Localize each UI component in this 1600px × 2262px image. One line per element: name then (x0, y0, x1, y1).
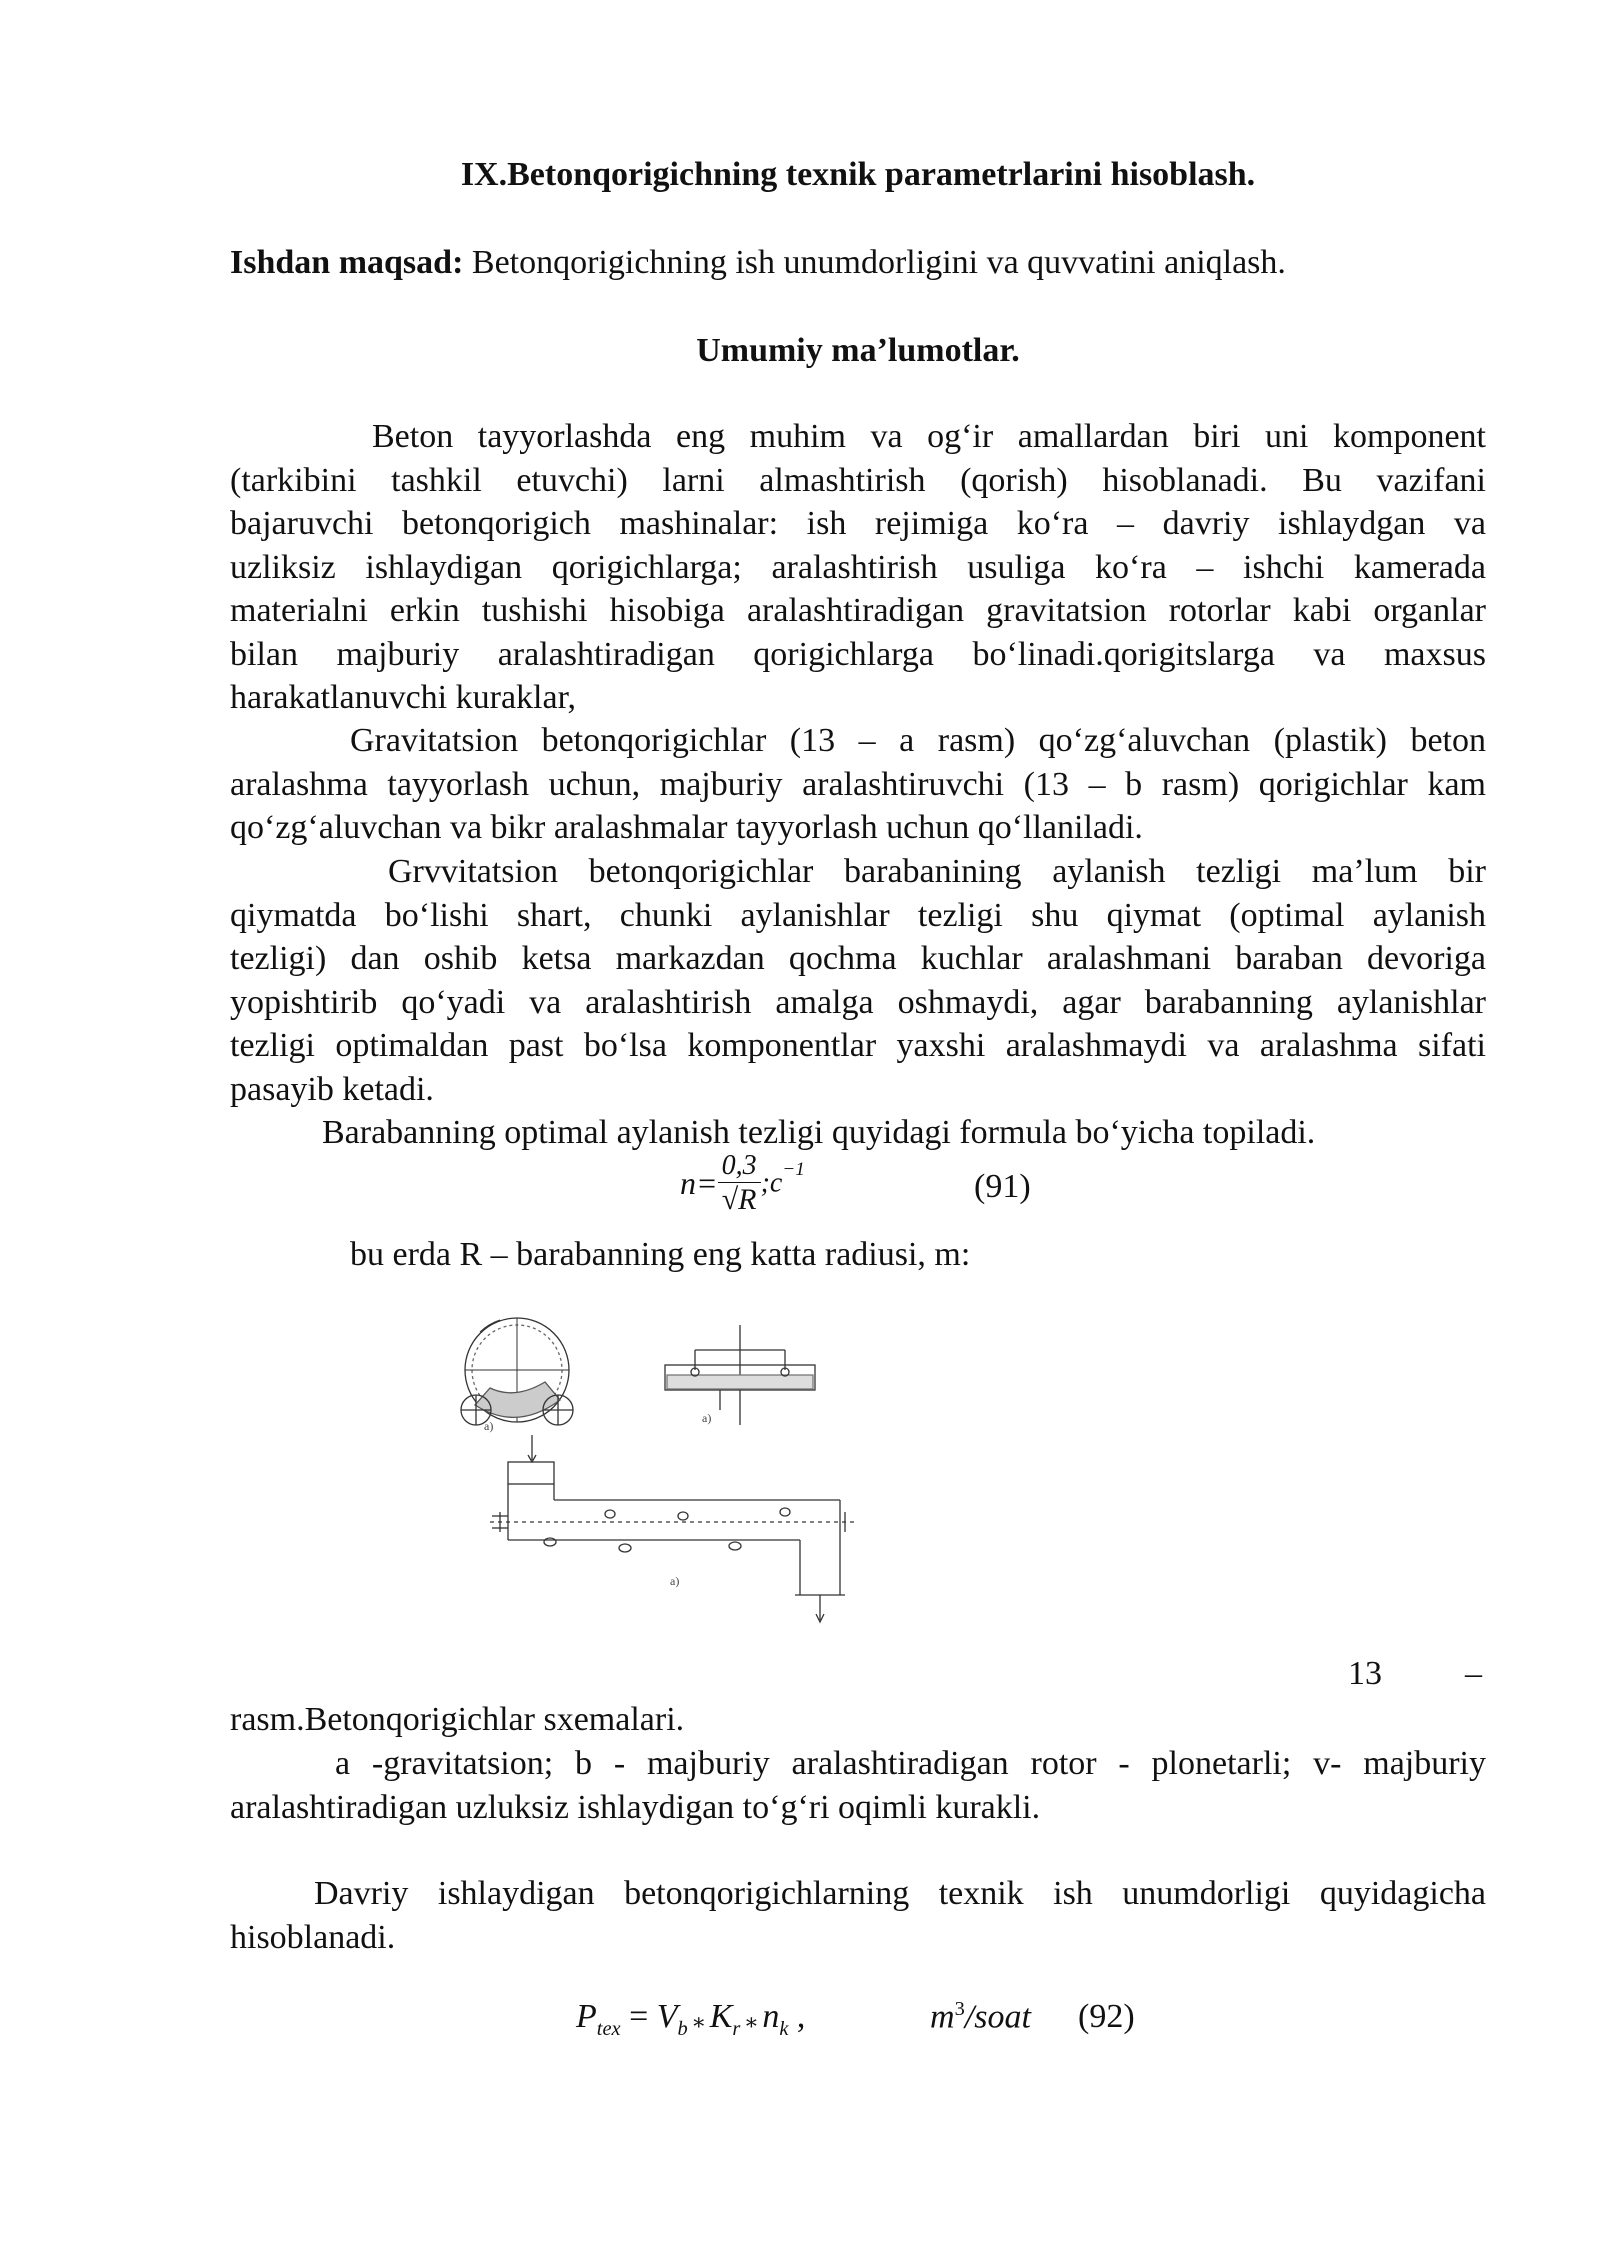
paragraph-line: Gravitatsion betonqorigichlar (13 – a rasm) qo‘zg‘aluvchan (plastik) beton (350, 722, 1486, 759)
paragraph-line: harakatlanuvchi kuraklar, (230, 679, 577, 716)
paragraph-line: hisoblanadi. (230, 1918, 396, 1956)
formula-n-sub: k (779, 2017, 789, 2040)
planetary-mixer-sketch (665, 1325, 815, 1425)
paragraph-line: pasayib ketadi. (230, 1070, 434, 1108)
paragraph-line: qo‘zg‘aluvchan va bikr aralashmalar tayyorlash uchun qo‘llaniladi. (230, 809, 1143, 846)
paragraph-line: bilan majburiy aralashtiradigan qorigichlarga bo‘linadi.qorigitslarga va maxsus (230, 635, 1486, 673)
formula-92-number: (92) (1078, 1998, 1135, 2035)
paragraph-1 (230, 415, 1486, 720)
paragraph-line: tezligi) dan oshib ketsa markazdan qochma kuchlar aralashmani baraban devoriga (230, 940, 1486, 977)
formula-92-unit (930, 1998, 1031, 2036)
paragraph-line: tezligi optimaldan past bo‘lsa komponentlar yaxshi aralashmaydi va aralashma sifati (230, 1027, 1486, 1064)
paragraph-line: Beton tayyorlashda eng muhim va og‘ir amallardan biri uni komponent (372, 418, 1486, 455)
formula-unit-exp: −1 (782, 1158, 805, 1180)
formula-K-sub: r (732, 2017, 741, 2040)
caption-number: 13 (1348, 1655, 1382, 1692)
paragraph-line: yopishtirib qo‘yadi va aralashtirish amalga oshmaydi, agar barabanning aylanishlar (230, 983, 1486, 1021)
paragraph-4: Barabanning optimal aylanish tezligi quyidagi formula bo‘yicha topiladi. (322, 1114, 1316, 1151)
caption-title: rasm.Betonqorigichlar sxemalari. (230, 1701, 685, 1738)
paragraph-line: Grvvitatsion betonqorigichlar barabanining aylanish tezligi ma’lum bir (388, 853, 1486, 890)
figure-label-a1: a) (484, 1419, 494, 1433)
paragraph-line: (tarkibini tashkil etuvchi) larni almashtirish (qorish) hisoblanadi. Bu vazifani (230, 461, 1486, 499)
formula-fraction (718, 1150, 761, 1217)
aim-line (230, 241, 1486, 285)
formula-denominator: √R (721, 1183, 757, 1216)
section-heading: Umumiy ma’lumotlar. (696, 332, 1020, 369)
formula-P-sub: tex (596, 2017, 621, 2040)
formula-unit-rest: /soat (964, 1998, 1031, 2036)
paragraph-line: bajaruvchi betonqorigich mashinalar: ish rejimiga ko‘ra – davriy ishlaydgan va (230, 505, 1486, 542)
gravity-mixer-sketch (461, 1318, 573, 1425)
paragraph-line: aralashma tayyorlash uchun, majburiy aralashtiruvchi (13 – b rasm) qorigichlar kam (230, 765, 1486, 803)
formula-comma: , (788, 1998, 806, 2035)
formula-P: P (576, 1998, 597, 2035)
concrete-mixer-schemes-figure (440, 1310, 900, 1650)
formula-unit-exp: 3 (954, 1998, 965, 2020)
caption-line: a -gravitatsion; b - majburiy aralashtiradigan rotor - plonetarli; v- majburiy (335, 1745, 1486, 1782)
formula-multiply: ⁎ (740, 2007, 763, 2032)
formula-numerator: 0,3 (718, 1150, 761, 1183)
paragraph-5 (230, 1872, 1486, 1959)
formula-V-sub: b (677, 2017, 688, 2040)
formula-K: K (709, 1998, 733, 2035)
aim-label: Ishdan maqsad: (230, 244, 464, 281)
formula-92 (576, 1998, 805, 2041)
formula-n: n (762, 1998, 780, 2035)
formula-91-number: (91) (974, 1168, 1031, 1205)
formula-equals: = (620, 1998, 657, 2035)
formula-lhs: n= (680, 1165, 718, 1201)
paragraph-line: Davriy ishlaydigan betonqorigichlarning texnik ish unumdorligi quyidagicha (314, 1875, 1486, 1912)
caption-text (230, 1742, 1486, 1829)
caption-dash: – (1465, 1655, 1482, 1692)
aim-text: Betonqorigichning ish unumdorligini va quvvatini aniqlash. (471, 244, 1286, 281)
formula-unit-m: m (930, 1998, 955, 2036)
continuous-mixer-sketch (490, 1435, 855, 1622)
where-text: bu erda R – barabanning eng katta radiusi, m: (350, 1236, 971, 1273)
formula-91 (680, 1150, 805, 1230)
formula-multiply: ⁎ (687, 2007, 710, 2032)
figure-label-a2: a) (702, 1411, 712, 1425)
paragraph-3 (230, 850, 1486, 1111)
paragraph-2 (230, 719, 1486, 850)
formula-V: V (656, 1998, 678, 2035)
paragraph-line: uzliksiz ishlaydigan qorigichlarga; aralashtirish usuliga ko‘ra – ishchi kamerada (230, 548, 1486, 586)
section-title: IX.Betonqorigichning texnik parametrlarini hisoblash. (460, 156, 1256, 193)
figure-label-a3: a) (670, 1574, 680, 1588)
formula-unit: ;c (760, 1167, 783, 1199)
paragraph-line: materialni erkin tushishi hisobiga aralashtiradigan gravitatsion rotorlar kabi organlar (230, 592, 1486, 629)
paragraph-line: qiymatda bo‘lishi shart, chunki aylanishlar tezligi shu qiymat (optimal aylanish (230, 896, 1486, 934)
caption-line: aralashtiradigan uzluksiz ishlaydigan to‘g‘ri oqimli kurakli. (230, 1788, 1041, 1826)
